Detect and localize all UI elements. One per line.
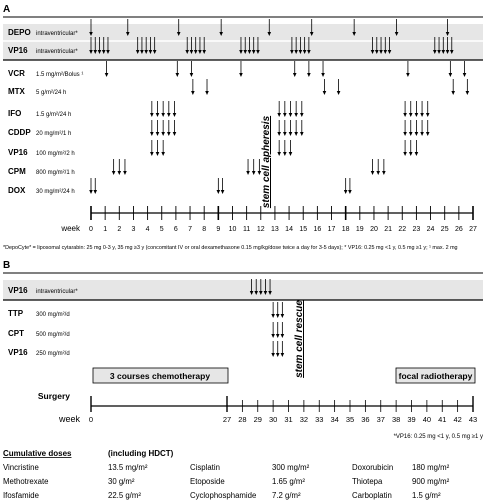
panel-b-tick-label: 42 [453, 415, 462, 424]
dose-arrow [276, 302, 280, 318]
dose-arrow [307, 61, 311, 77]
panel-a-tick-label: 14 [285, 226, 293, 233]
panel-b-tick-label: 39 [407, 415, 416, 424]
dose-arrow [205, 79, 209, 95]
stem-cell-rescue-label: stem cell rescue [294, 300, 305, 378]
chemotherapy-box-label: 3 courses chemotherapy [109, 371, 211, 381]
panel-a-label: A [3, 4, 11, 15]
dose-arrow [89, 178, 93, 194]
panel-a-tick-label: 25 [440, 226, 449, 233]
panel-b-dose-cpt: 500 mg/m²/d [36, 332, 70, 338]
panel-a-tick-label: 1 [103, 226, 108, 233]
dose-arrow [277, 120, 281, 136]
dose-arrow [156, 120, 160, 136]
dose-arrow [281, 322, 285, 338]
panel-a-tick-label: 24 [426, 226, 435, 233]
panel-a-tick-label: 19 [355, 226, 364, 233]
panel-a-dose-mtx: 5 g/m²/24 h [36, 90, 67, 96]
dose-arrow [161, 140, 165, 156]
dose-arrow [382, 159, 386, 175]
dose-arrow [217, 178, 221, 194]
panel-b-drug-vp16: VP16 [8, 348, 28, 357]
dose-arrow [420, 120, 424, 136]
panel-a-tick-label: 12 [256, 226, 265, 233]
dose-arrow [271, 302, 275, 318]
cumulative-drug: Methotrexate [3, 477, 49, 486]
dose-arrow [105, 61, 109, 77]
dose-arrow [283, 140, 287, 156]
dose-arrow [221, 178, 225, 194]
cumulative-drug: Ifosfamide [3, 491, 39, 500]
panel-a-dose-vp16: 100 mg/m²/2 h [36, 151, 75, 157]
dose-arrow [415, 140, 419, 156]
dose-arrow [176, 61, 180, 77]
dose-arrow [409, 101, 413, 117]
dose-arrow [276, 322, 280, 338]
panel-a-drug-mtx: MTX [8, 87, 25, 96]
dose-arrow [190, 61, 194, 77]
cumulative-drug: Cyclophosphamide [190, 491, 257, 500]
dose-arrow [150, 101, 154, 117]
panel-a-axis-label: week [61, 224, 80, 233]
dose-arrow [293, 61, 297, 77]
dose-arrow [426, 101, 430, 117]
dose-arrow [337, 79, 341, 95]
dose-arrow [420, 101, 424, 117]
cumulative-drug: Thiotepa [352, 477, 383, 486]
panel-b-tick-label: 32 [299, 415, 309, 424]
cumulative-dose-value: 300 mg/m² [272, 463, 310, 472]
dose-arrow [173, 101, 177, 117]
cumulative-dose-value: 900 mg/m² [412, 477, 450, 486]
panel-a-tick-label: 3 [131, 226, 136, 233]
dose-arrow [403, 140, 407, 156]
panel-b-tick-label: 38 [391, 415, 401, 424]
dose-arrow [173, 120, 177, 136]
dose-arrow [117, 159, 121, 175]
panel-b-tick-label: 40 [422, 415, 432, 424]
panel-a-tick-label: 20 [370, 226, 378, 233]
dose-arrow [156, 140, 160, 156]
dose-arrow [294, 101, 298, 117]
dose-arrow [271, 341, 275, 357]
dose-arrow [294, 120, 298, 136]
cumulative-dose-value: 7.2 g/m² [272, 491, 301, 500]
panel-a-tick-label: 21 [384, 226, 393, 233]
panel-b-tick-label: 0 [88, 415, 94, 424]
dose-arrow [409, 140, 413, 156]
panel-a-dose-cpm: 800 mg/m²/1 h [36, 170, 75, 176]
panel-b-tick-label: 30 [268, 415, 278, 424]
dose-arrow [246, 159, 250, 175]
dose-arrow [449, 61, 453, 77]
panel-a-dose-depo: intraventricular* [36, 31, 78, 37]
cumulative-drug: Doxorubicin [352, 463, 394, 472]
cumulative-dose-value: 180 mg/m² [412, 463, 450, 472]
panel-a-dose-vp16: intraventricular* [36, 49, 78, 55]
radiotherapy-box-label: focal radiotherapy [398, 371, 473, 381]
cumulative-dose-value: 13.5 mg/m² [108, 463, 148, 472]
dose-arrow [466, 79, 470, 95]
panel-b-tick-label: 37 [376, 415, 385, 424]
panel-b [3, 260, 483, 440]
dose-arrow [344, 178, 348, 194]
panel-a-tick-label: 7 [188, 226, 192, 233]
panel-b-tick-label: 27 [222, 415, 232, 424]
dose-arrow [191, 79, 195, 95]
panel-a-tick-label: 13 [271, 226, 279, 233]
stem-cell-apheresis-label: stem cell apheresis [261, 115, 272, 209]
cumulative-drug: Cisplatin [190, 463, 220, 472]
surgery-label: Surgery [37, 391, 70, 401]
panel-a-dose-vcr: 1.5 mg/m²/Bolus ¹ [36, 72, 84, 78]
panel-b-axis-label: week [58, 414, 80, 424]
dose-arrow [300, 120, 304, 136]
panel-b-label: B [3, 260, 11, 271]
dose-arrow [161, 120, 165, 136]
panel-a-tick-label: 0 [89, 226, 93, 233]
dose-arrow [161, 101, 165, 117]
cumulative-subtitle: (including HDCT) [108, 449, 174, 458]
panel-b-tick-label: 31 [284, 415, 293, 424]
panel-b-tick-label: 29 [253, 415, 262, 424]
panel-a [3, 4, 483, 251]
dose-arrow [167, 120, 171, 136]
dose-arrow [415, 101, 419, 117]
panel-a-tick-label: 6 [173, 226, 178, 233]
dose-arrow [252, 159, 256, 175]
panel-b-drug-cpt: CPT [8, 329, 24, 338]
panel-a-tick-label: 10 [228, 226, 237, 233]
panel-a-drug-cddp: CDDP [8, 128, 31, 137]
dose-arrow [271, 322, 275, 338]
panel-a-tick-label: 18 [341, 226, 350, 233]
cumulative-dose-value: 1.5 g/m² [412, 491, 441, 500]
dose-arrow [371, 159, 375, 175]
cumulative-drug: Vincristine [3, 463, 39, 472]
dose-arrow [323, 79, 327, 95]
dose-arrow [289, 140, 293, 156]
dose-arrow [451, 79, 455, 95]
panel-a-tick-label: 5 [159, 226, 164, 233]
panel-a-drug-depo: DEPO [8, 28, 31, 37]
dose-arrow [321, 61, 325, 77]
dose-arrow [403, 120, 407, 136]
panel-b-dose-vp16: intraventricular* [36, 289, 78, 295]
panel-a-tick-label: 23 [412, 226, 421, 233]
panel-a-dose-dox: 30 mg/m²/24 h [36, 189, 75, 195]
panel-a-tick-label: 8 [202, 226, 207, 233]
cumulative-dose-value: 1.65 g/m² [272, 477, 305, 486]
dose-arrow [277, 101, 281, 117]
panel-a-tick-label: 17 [327, 226, 336, 233]
dose-arrow [289, 120, 293, 136]
panel-b-footnote: *VP16: 0.25 mg <1 y, 0.5 mg ≥1 y [393, 434, 483, 440]
panel-b-tick-label: 35 [345, 415, 355, 424]
panel-a-drug-cpm: CPM [8, 167, 26, 176]
dose-arrow [150, 120, 154, 136]
dose-arrow [348, 178, 352, 194]
dose-arrow [239, 61, 243, 77]
dose-arrow [283, 120, 287, 136]
panel-a-tick-label: 15 [299, 226, 308, 233]
panel-a-tick-label: 4 [145, 226, 150, 233]
panel-b-tick-label: 41 [438, 415, 447, 424]
panel-a-tick-label: 27 [469, 226, 477, 233]
dose-arrow [281, 341, 285, 357]
cumulative-doses-table [3, 449, 450, 500]
dose-arrow [156, 101, 160, 117]
dose-arrow [403, 101, 407, 117]
panel-a-drug-vcr: VCR [8, 69, 25, 78]
panel-b-dose-vp16: 250 mg/m²/d [36, 351, 70, 357]
dose-arrow [281, 302, 285, 318]
panel-a-tick-label: 2 [117, 226, 122, 233]
panel-a-tick-label: 9 [216, 226, 221, 233]
panel-a-tick-label: 11 [242, 226, 251, 233]
dose-arrow [93, 178, 97, 194]
dose-arrow [376, 159, 380, 175]
panel-b-tick-label: 33 [315, 415, 324, 424]
cumulative-drug: Etoposide [190, 477, 225, 486]
dose-arrow [150, 140, 154, 156]
dose-arrow [167, 101, 171, 117]
panel-b-dose-ttp: 300 mg/m²/d [36, 312, 70, 318]
panel-b-drug-ttp: TTP [8, 309, 24, 318]
dose-arrow [276, 341, 280, 357]
panel-b-tick-label: 34 [330, 415, 339, 424]
cumulative-drug: Carboplatin [352, 491, 392, 500]
panel-a-tick-label: 26 [454, 226, 463, 233]
dose-arrow [409, 120, 413, 136]
cumulative-title: Cumulative doses [3, 449, 72, 458]
dose-arrow [112, 159, 116, 175]
cumulative-dose-value: 30 g/m² [108, 477, 135, 486]
panel-a-drug-ifo: IFO [8, 109, 22, 118]
dose-arrow [426, 120, 430, 136]
panel-a-dose-ifo: 1.5 g/m²/24 h [36, 112, 72, 118]
panel-a-drug-dox: DOX [8, 186, 26, 195]
dose-arrow [415, 120, 419, 136]
dose-arrow [277, 140, 281, 156]
cumulative-dose-value: 22.5 g/m² [108, 491, 141, 500]
panel-a-dose-cddp: 20 mg/m²/1 h [36, 131, 72, 137]
panel-a-drug-vp16: VP16 [8, 46, 28, 55]
panel-b-tick-label: 36 [361, 415, 370, 424]
dose-arrow [283, 101, 287, 117]
panel-a-tick-label: 22 [398, 226, 407, 233]
panel-b-drug-vp16: VP16 [8, 286, 28, 295]
dose-arrow [123, 159, 127, 175]
dose-arrow [463, 61, 467, 77]
dose-arrow [289, 101, 293, 117]
panel-b-tick-label: 43 [468, 415, 478, 424]
panel-a-footnote: *DepoCyte* = liposomal cytarabin: 25 mg 0-3 y, 35 mg ≥3 y (concomitant IV or oral dexamethasone 0.15 mg/kg/dose twice a day for 3-5 days); * VP16: 0.25 mg <1 y, 0.5 mg ≥1 y; ¹ max. 2 mg [3, 245, 458, 251]
panel-a-drug-vp16: VP16 [8, 148, 28, 157]
dose-arrow [300, 101, 304, 117]
panel-b-tick-label: 28 [238, 415, 247, 424]
dose-arrow [406, 61, 410, 77]
panel-a-tick-label: 16 [313, 226, 322, 233]
